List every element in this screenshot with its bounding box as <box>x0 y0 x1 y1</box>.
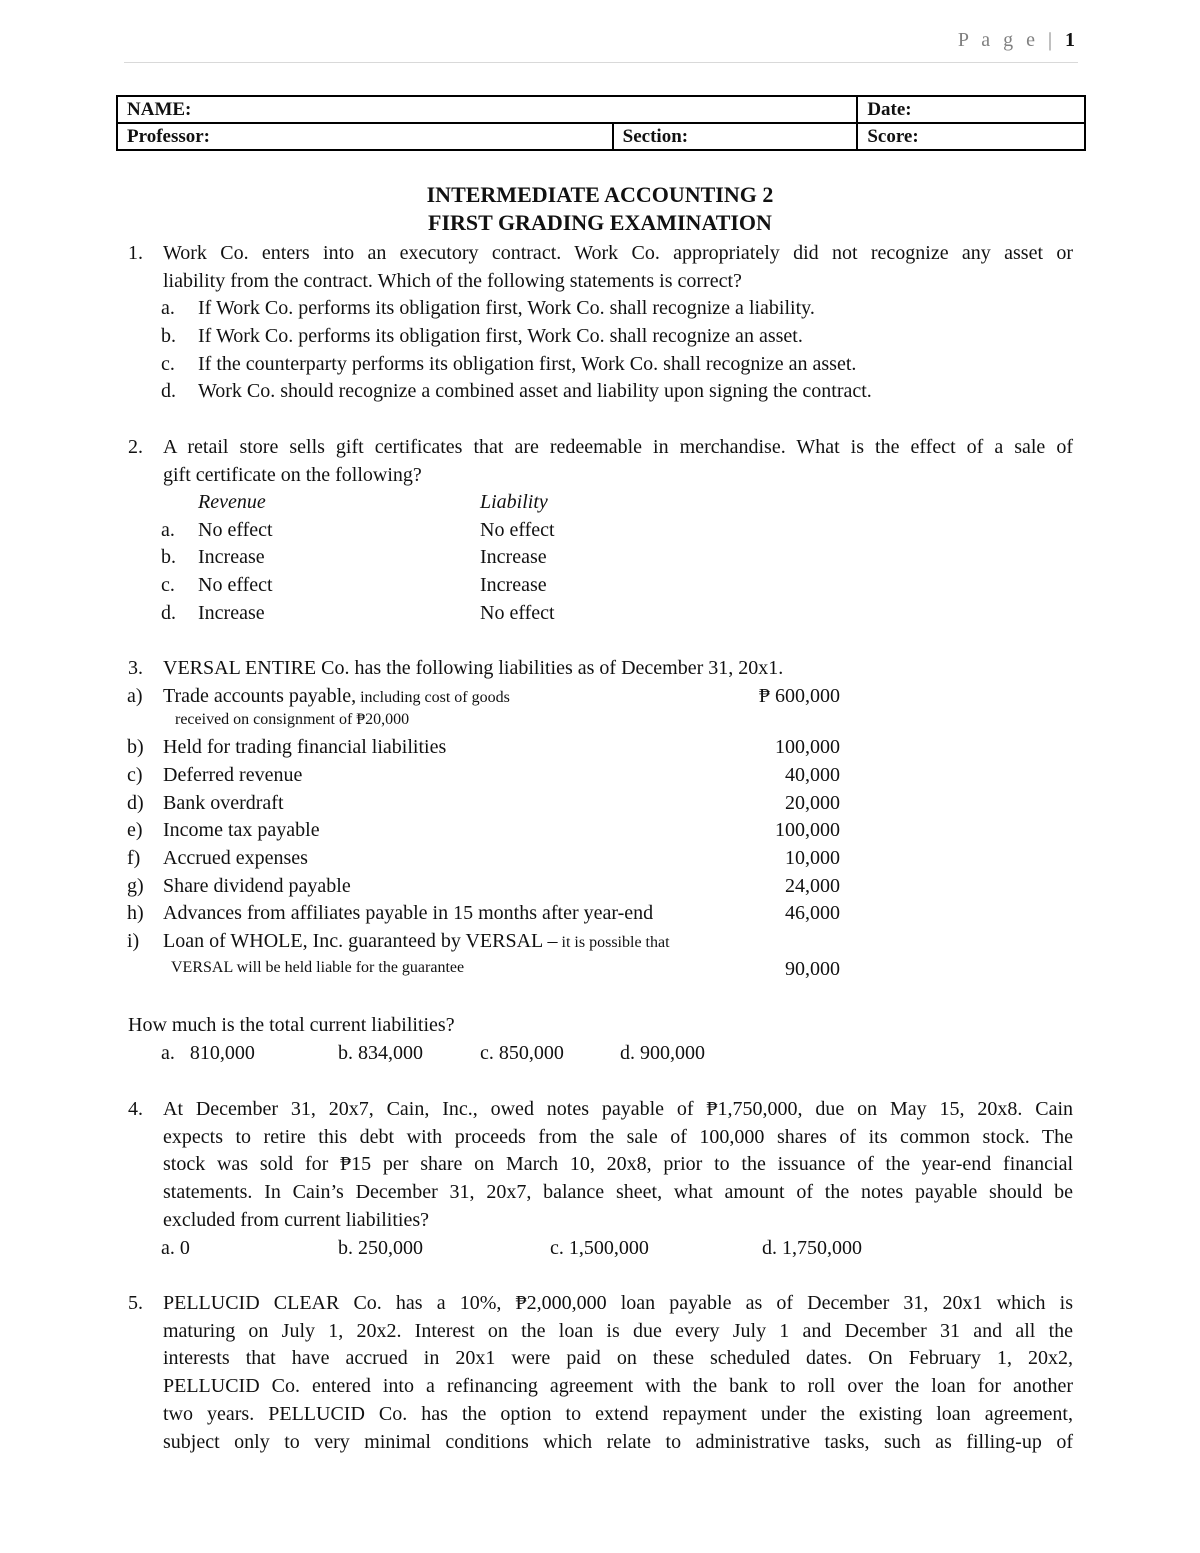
question-text-line: PELLUCID Co. entered into a refinancing agreement with the bank to roll over the loan for another <box>163 1375 1073 1397</box>
liability-amount: 90,000 <box>785 958 840 980</box>
option-a-liability: No effect <box>480 519 555 541</box>
choice-a[interactable]: a. 810,000 <box>161 1042 255 1064</box>
liability-amount: 10,000 <box>785 847 840 869</box>
question-prompt: How much is the total current liabilities? <box>128 1014 455 1036</box>
liability-item-name: Loan of WHOLE, Inc. guaranteed by VERSAL – <box>163 930 558 952</box>
liability-amount: 20,000 <box>785 792 840 814</box>
question-text-line: subject only to very minimal conditions which relate to administrative tasks, such as filling-up of <box>163 1431 1073 1453</box>
question-stem: gift certificate on the following? <box>163 464 422 486</box>
option-label: a. <box>161 519 175 541</box>
liability-item-name: Income tax payable <box>163 819 320 841</box>
question-text-line: interests that have accrued in 20x1 were paid on these scheduled dates. On February 1, 20x2, <box>163 1347 1073 1369</box>
question-stem: A retail store sells gift certificates that are redeemable in merchandise. What is the effect of a sale of <box>163 436 1073 458</box>
professor-field[interactable]: Professor: <box>117 123 613 150</box>
question-text-line: excluded from current liabilities? <box>163 1209 430 1231</box>
score-field[interactable]: Score: <box>857 123 1085 150</box>
option-label: b. <box>161 325 176 347</box>
liability-amount: 24,000 <box>785 875 840 897</box>
page-number: 1 <box>1065 29 1075 51</box>
item-label: c) <box>127 764 143 786</box>
item-label: e) <box>127 819 143 841</box>
liability-item-name: Bank overdraft <box>163 792 284 814</box>
exam-title-line2: FIRST GRADING EXAMINATION <box>428 210 772 235</box>
option-label: c. <box>161 574 175 596</box>
liability-amount: 100,000 <box>775 819 840 841</box>
liability-item-subline: VERSAL will be held liable for the guarantee <box>171 959 465 976</box>
liability-item-name: Held for trading financial liabilities <box>163 736 447 758</box>
option-d[interactable]: Work Co. should recognize a combined asset and liability upon signing the contract. <box>198 380 872 402</box>
question-stem: liability from the contract. Which of the following statements is correct? <box>163 270 742 292</box>
option-label: c. <box>161 353 175 375</box>
option-label: a. <box>161 297 175 319</box>
choice-a[interactable]: a. 0 <box>161 1237 190 1259</box>
option-c[interactable]: If the counterparty performs its obligation first, Work Co. shall recognize an asset. <box>198 353 857 375</box>
option-b-revenue[interactable]: Increase <box>198 546 265 568</box>
student-info-table <box>116 95 1086 151</box>
liability-item-name: Accrued expenses <box>163 847 308 869</box>
question-text-line: statements. In Cain’s December 31, 20x7, balance sheet, what amount of the notes payable should be <box>163 1181 1073 1203</box>
page-header <box>958 30 1075 50</box>
option-label: b. <box>161 546 176 568</box>
option-a-revenue[interactable]: No effect <box>198 519 273 541</box>
liability-item-text <box>163 686 510 706</box>
option-c-liability: Increase <box>480 574 547 596</box>
question-text-line: At December 31, 20x7, Cain, Inc., owed notes payable of ₱1,750,000, due on May 15, 20x8. Cain <box>163 1098 1073 1120</box>
exam-title-line1: INTERMEDIATE ACCOUNTING 2 <box>426 182 774 207</box>
item-label: d) <box>127 792 144 814</box>
liability-item-note: including cost of goods <box>356 689 510 706</box>
date-field[interactable]: Date: <box>857 96 1085 123</box>
choice-d[interactable]: d. 900,000 <box>620 1042 705 1064</box>
question-stem: Work Co. enters into an executory contract. Work Co. appropriately did not recognize any asset or <box>163 242 1073 264</box>
column-header-revenue: Revenue <box>198 491 266 513</box>
liability-item-subline: received on consignment of ₱20,000 <box>175 711 410 728</box>
liability-amount: ₱ 600,000 <box>758 685 840 707</box>
option-b-liability: Increase <box>480 546 547 568</box>
page-label: P a g e | <box>957 29 1056 51</box>
choice-c[interactable]: c. 1,500,000 <box>550 1237 649 1259</box>
header-rule <box>124 62 1078 63</box>
choice-c[interactable]: c. 850,000 <box>480 1042 564 1064</box>
liability-amount: 100,000 <box>775 736 840 758</box>
name-field[interactable]: NAME: <box>117 96 857 123</box>
question-number: 3. <box>128 657 143 679</box>
liability-item-name: Trade accounts payable, <box>163 685 357 707</box>
choice-d[interactable]: d. 1,750,000 <box>762 1237 862 1259</box>
question-number: 5. <box>128 1292 143 1314</box>
question-text-line: maturing on July 1, 20x2. Interest on the loan is due every July 1 and December 31 and all the <box>163 1320 1073 1342</box>
question-stem: VERSAL ENTIRE Co. has the following liabilities as of December 31, 20x1. <box>163 657 784 679</box>
option-a[interactable]: If Work Co. performs its obligation first, Work Co. shall recognize a liability. <box>198 297 815 319</box>
liability-item-text <box>163 931 670 951</box>
choice-b[interactable]: b. 250,000 <box>338 1237 423 1259</box>
question-number: 4. <box>128 1098 143 1120</box>
option-b[interactable]: If Work Co. performs its obligation first, Work Co. shall recognize an asset. <box>198 325 803 347</box>
item-label: b) <box>127 736 144 758</box>
item-label: i) <box>127 930 140 952</box>
liability-amount: 46,000 <box>785 902 840 924</box>
liability-item-name: Deferred revenue <box>163 764 303 786</box>
option-c-revenue[interactable]: No effect <box>198 574 273 596</box>
liability-item-note: it is possible that <box>557 934 670 951</box>
item-label: a) <box>127 685 143 707</box>
option-d-liability: No effect <box>480 602 555 624</box>
option-label: d. <box>161 380 176 402</box>
item-label: h) <box>127 902 144 924</box>
option-d-revenue[interactable]: Increase <box>198 602 265 624</box>
question-text-line: PELLUCID CLEAR Co. has a 10%, ₱2,000,000 loan payable as of December 31, 20x1 which is <box>163 1292 1073 1314</box>
choice-b[interactable]: b. 834,000 <box>338 1042 423 1064</box>
question-number: 1. <box>128 242 143 264</box>
liability-amount: 40,000 <box>785 764 840 786</box>
section-field[interactable]: Section: <box>613 123 858 150</box>
column-header-liability: Liability <box>480 491 548 513</box>
item-label: f) <box>127 847 141 869</box>
option-label: d. <box>161 602 176 624</box>
question-text-line: two years. PELLUCID Co. has the option to extend repayment under the existing loan agreement, <box>163 1403 1073 1425</box>
liability-item-name: Share dividend payable <box>163 875 351 897</box>
question-number: 2. <box>128 436 143 458</box>
question-text-line: expects to retire this debt with proceeds from the sale of 100,000 shares of its common stock. The <box>163 1126 1073 1148</box>
question-text-line: stock was sold for ₱15 per share on March 10, 20x8, prior to the issuance of the year-end financial <box>163 1153 1073 1175</box>
item-label: g) <box>127 875 144 897</box>
liability-item-name: Advances from affiliates payable in 15 months after year-end <box>163 902 654 924</box>
